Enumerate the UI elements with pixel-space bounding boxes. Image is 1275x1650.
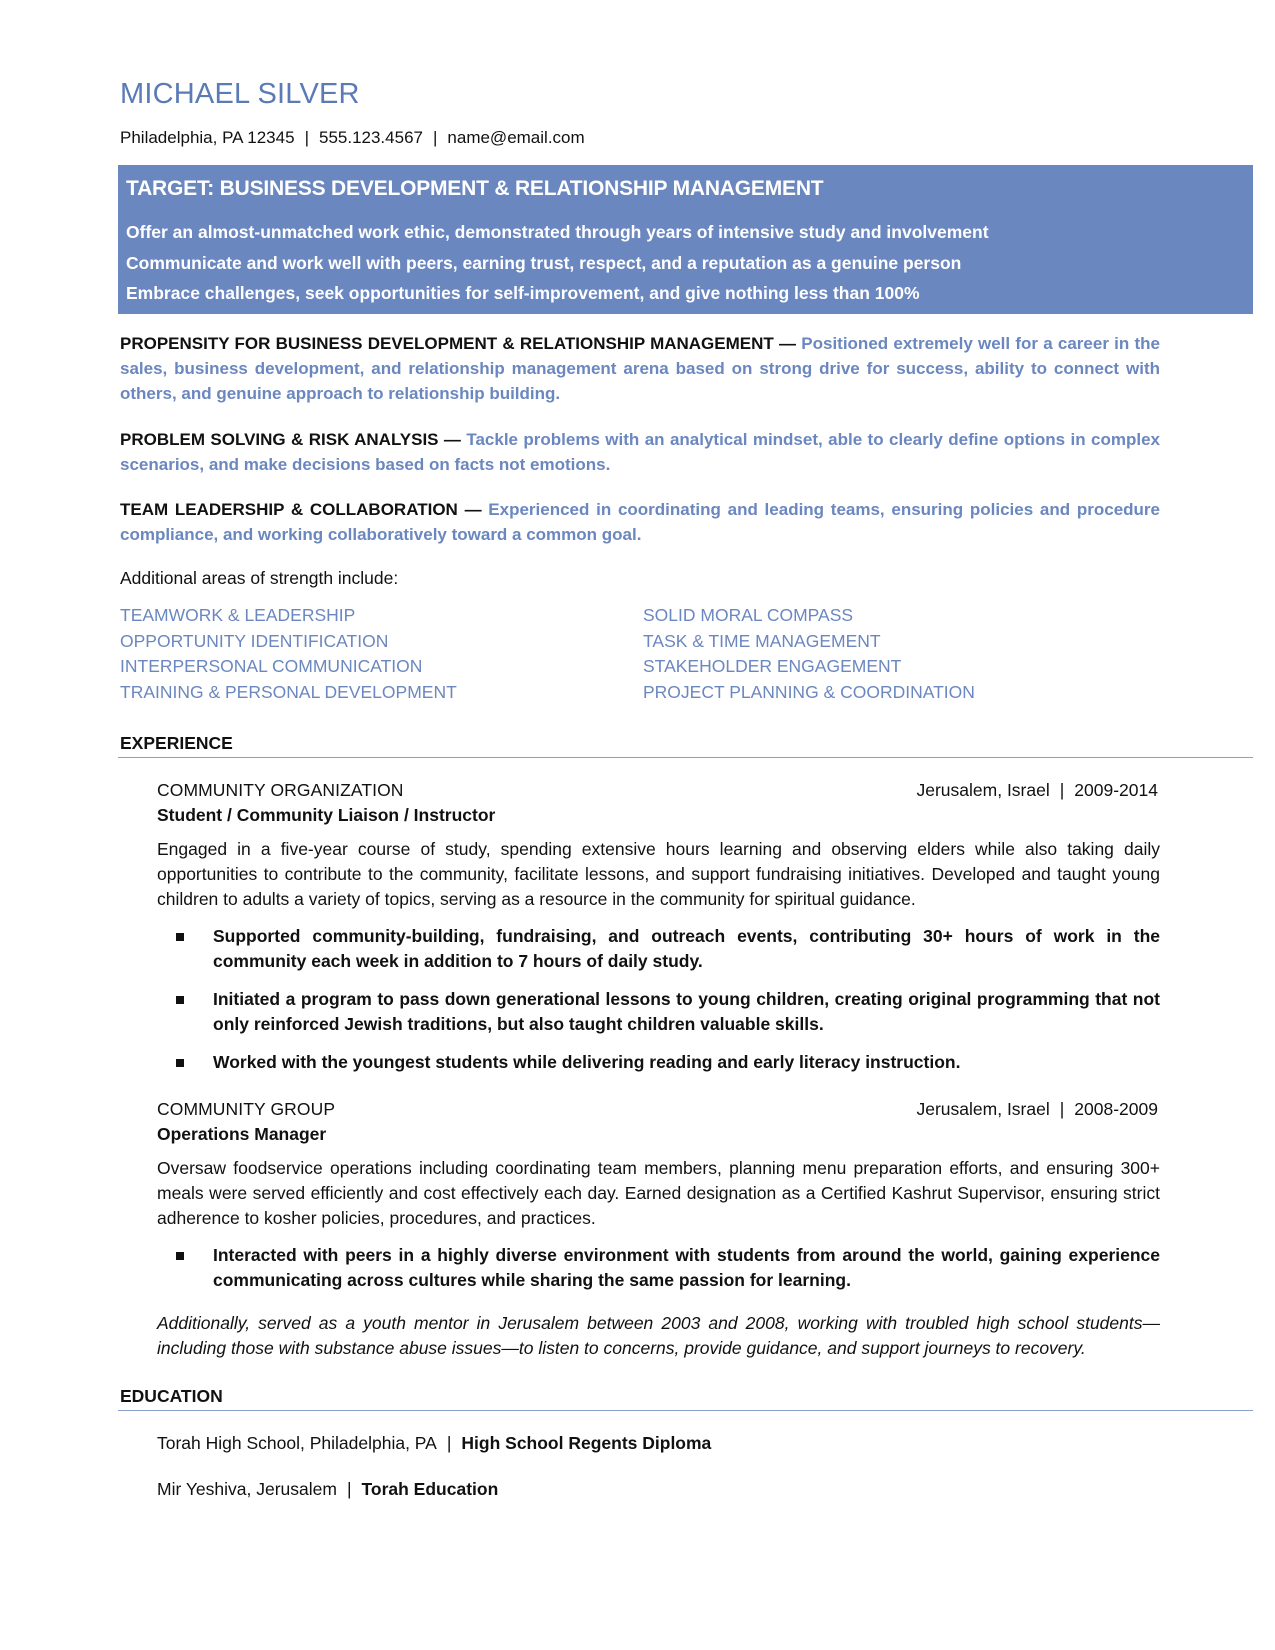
job-location-dates [917, 1099, 1159, 1120]
propensity-item [120, 497, 1160, 547]
contact-separator: | [304, 128, 309, 147]
bullet-square-icon [176, 1252, 184, 1260]
job-bullet [176, 987, 1160, 1037]
propensity-heading: PROBLEM SOLVING & RISK ANALYSIS [120, 430, 439, 449]
job-location-dates [917, 780, 1159, 801]
propensity-description: Positioned extremely well for a career in the sales, business development, and relationship management arena based on strong drive for success, ability to connect with others, and genuine approach to relationship building. [120, 334, 1160, 403]
propensity-dash: — [443, 430, 461, 449]
propensity-heading: PROPENSITY FOR BUSINESS DEVELOPMENT & RELATIONSHIP MANAGEMENT [120, 334, 774, 353]
job-organization: COMMUNITY GROUP [157, 1099, 336, 1119]
strength-item: INTERPERSONAL COMMUNICATION [120, 656, 423, 676]
job-bullet-text: Supported community-building, fundraising, and outreach events, contributing 30+ hours of work in the community each week in addition to 7 hours of daily study. [213, 926, 1160, 971]
job-summary: Oversaw foodservice operations including coordinating team members, planning menu preparation efforts, and ensuring 300+ meals were served efficiently and cost effectively each day. Earned designation as a Certified Kashrut Supervisor, ensuring strict adherence to kosher policies, procedures, and practices. [157, 1158, 1160, 1228]
job-bullet [176, 1243, 1160, 1293]
strength-item: OPPORTUNITY IDENTIFICATION [120, 630, 389, 651]
job-bullet-text: Interacted with peers in a highly diverse environment with students from around the world, gaining experience communicating across cultures while sharing the same passion for learning. [213, 1245, 1160, 1290]
target-title: TARGET: BUSINESS DEVELOPMENT & RELATIONSHIP MANAGEMENT [126, 177, 824, 200]
propensity-dash: — [464, 500, 482, 519]
education-entry [157, 1479, 498, 1500]
job-location: Jerusalem, Israel [916, 1099, 1050, 1119]
target-line: Offer an almost-unmatched work ethic, demonstrated through years of intensive study and involvement [126, 222, 989, 242]
job-role: Student / Community Liaison / Instructor [157, 805, 496, 825]
propensity-heading: TEAM LEADERSHIP & COLLABORATION [120, 500, 458, 519]
job-summary: Engaged in a five-year course of study, spending extensive hours learning and observing elders while also taking daily opportunities to contribute to the community, facilitate lessons, and support fundraising initiatives. Developed and taught young children to adults a variety of topics, serving as a resource in the community for spiritual guidance. [157, 839, 1160, 909]
strength-item: TASK & TIME MANAGEMENT [643, 630, 881, 651]
strengths-left-column [120, 603, 457, 705]
section-rule [118, 1410, 1253, 1411]
section-rule [118, 757, 1253, 758]
strength-item: TRAINING & PERSONAL DEVELOPMENT [120, 681, 457, 702]
job-bullet [176, 1050, 1160, 1075]
mentor-note: Additionally, served as a youth mentor in Jerusalem between 2003 and 2008, working with troubled high school students—including those with substance abuse issues—to listen to concerns, provide guidance, and support journeys to recovery. [157, 1313, 1160, 1358]
propensity-item [120, 427, 1160, 477]
propensity-description: Tackle problems with an analytical mindset, able to clearly define options in complex scenarios, and make decisions based on facts not emotions. [120, 430, 1160, 474]
education-entry [157, 1433, 711, 1454]
target-line: Communicate and work well with peers, earning trust, respect, and a reputation as a genuine person [126, 253, 962, 273]
propensity-item [120, 331, 1160, 406]
job-separator: | [1059, 780, 1065, 800]
strength-item: STAKEHOLDER ENGAGEMENT [643, 656, 902, 676]
propensity-description: Experienced in coordinating and leading teams, ensuring policies and procedure compliance, and working collaboratively toward a common goal. [120, 500, 1160, 544]
strength-item: SOLID MORAL COMPASS [643, 605, 854, 625]
contact-phone: 555.123.4567 [318, 128, 423, 147]
education-heading: EDUCATION [120, 1386, 223, 1406]
bullet-square-icon [176, 1059, 184, 1067]
job-bullet-text: Initiated a program to pass down generational lessons to young children, creating original programming that not only reinforced Jewish traditions, but also taught children valuable skills. [213, 989, 1160, 1034]
strength-item: TEAMWORK & LEADERSHIP [120, 605, 356, 625]
strengths-right-column [643, 603, 975, 705]
target-banner [118, 165, 1253, 314]
bullet-square-icon [176, 933, 184, 941]
candidate-name: MICHAEL SILVER [120, 78, 360, 110]
education-degree: High School Regents Diploma [461, 1433, 712, 1453]
propensity-dash: — [779, 334, 797, 353]
experience-heading: EXPERIENCE [120, 733, 233, 753]
job-dates: 2009-2014 [1074, 780, 1158, 800]
contact-separator: | [432, 128, 438, 147]
job-bullet-text: Worked with the youngest students while delivering reading and early literacy instruction. [213, 1052, 961, 1072]
job-dates: 2008-2009 [1074, 1099, 1158, 1119]
contact-location: Philadelphia, PA 12345 [120, 128, 295, 147]
contact-email: name@email.com [447, 128, 585, 147]
target-line: Embrace challenges, seek opportunities for self-improvement, and give nothing less than 100% [126, 283, 920, 303]
job-organization: COMMUNITY ORGANIZATION [157, 780, 404, 800]
contact-line [120, 128, 585, 148]
job-bullet [176, 924, 1160, 974]
education-separator: | [446, 1433, 452, 1453]
education-school: Torah High School, Philadelphia, PA [157, 1433, 437, 1453]
bullet-square-icon [176, 996, 184, 1004]
education-separator: | [346, 1479, 352, 1499]
strengths-intro: Additional areas of strength include: [120, 568, 399, 588]
job-role: Operations Manager [157, 1124, 327, 1144]
strength-item: PROJECT PLANNING & COORDINATION [643, 681, 975, 702]
job-separator: | [1059, 1099, 1065, 1119]
job-location: Jerusalem, Israel [916, 780, 1050, 800]
education-degree: Torah Education [361, 1479, 499, 1499]
education-school: Mir Yeshiva, Jerusalem [157, 1479, 337, 1499]
